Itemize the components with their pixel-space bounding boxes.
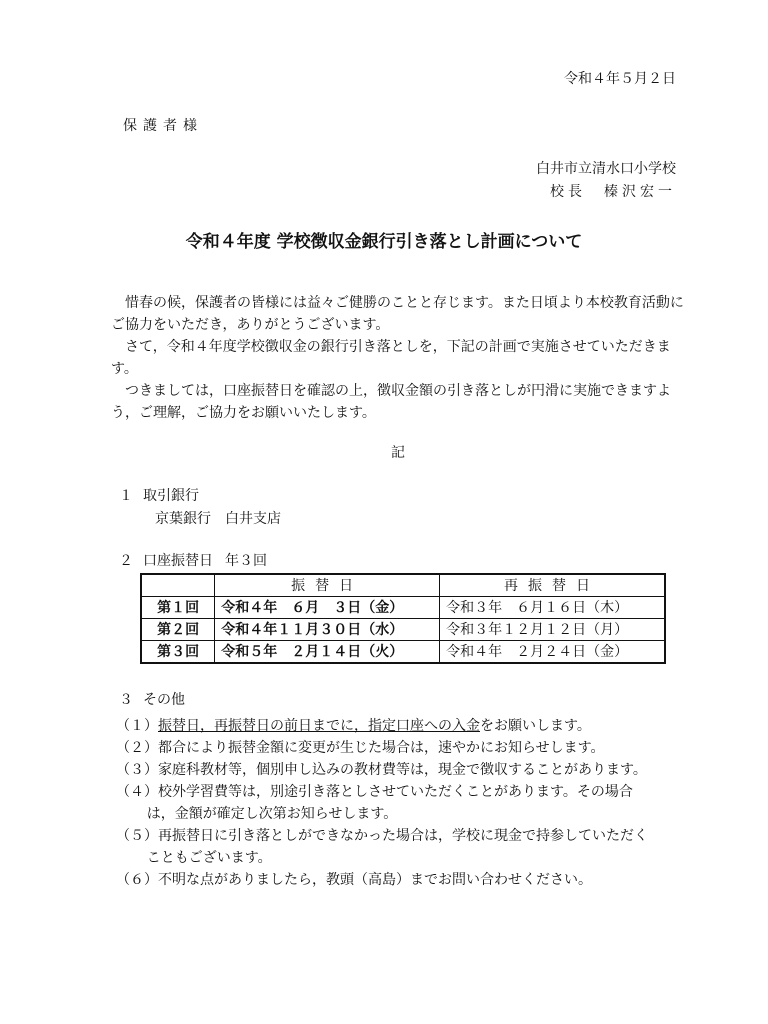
list-item [116,825,706,869]
header-retransfer: 再振替日 [440,574,665,597]
item-label: （３） [116,762,158,778]
retransfer-date-cell: 令和４年 ２月２４日（金） [440,641,665,664]
table-header-row [141,574,665,597]
item-label: （１） [116,718,158,734]
transfer-date-cell: 令和４年 ６月 ３日（金） [215,597,440,619]
item-text: 不明な点がありましたら，教頭（高島）までお問い合わせください。 [158,872,592,888]
body-paragraph: さて，令和４年度学校徴収金の銀行引き落としを，下記の計画で実施させていただきます。 [111,339,671,377]
table-row [141,597,665,619]
addressee: 保護者様 [123,118,203,134]
document-date: 令和４年５月２日 [564,71,676,87]
table-corner-cell [141,574,215,597]
section-2-heading [119,554,267,568]
list-item [116,781,706,825]
transfer-schedule-table [140,573,666,664]
item-text: 校外学習費等は，別途引き落としさせていただくことがあります。その場合 [158,784,633,800]
item-text-underlined: 振替日，再振替日の前日までに，指定口座への入金 [158,718,480,734]
item-label: （６） [116,872,158,888]
section-1-heading [119,489,199,503]
list-item [116,759,706,781]
bank-name: 京葉銀行 白井支店 [155,511,281,527]
round-cell: 第１回 [141,597,215,619]
body-text [111,292,691,424]
item-text-continued: は，金額が確定し次第お知らせします。 [146,806,398,822]
section-number: ３ [119,692,133,708]
section-title: その他 [143,692,185,708]
retransfer-date-cell: 令和３年 ６月１６日（木） [440,597,665,619]
section-number: ２ [119,553,133,569]
transfer-date-cell: 令和４年１１月３０日（水） [215,619,440,641]
section-title: 口座振替日 [143,553,213,569]
section-number: １ [119,488,133,504]
item-label: （５） [116,828,158,844]
item-text: 家庭科教材等，個別申し込みの教材費等は，現金で徴収することがあります。 [158,762,647,778]
round-cell: 第３回 [141,641,215,664]
list-item [116,715,706,737]
table-row [141,619,665,641]
item-text: をお願いします。 [480,718,591,734]
body-paragraph: つきましては，口座振替日を確認の上，徴収金額の引き落としが円滑に実施できますよう，ご理解，ご協力をお願いいたします。 [111,383,671,421]
school-name: 白井市立清水口小学校 [536,161,676,177]
principal-name: 校長 榛沢宏一 [550,184,676,200]
body-paragraph: 惜春の候，保護者の皆様には益々ご健勝のことと存じます。また日頃より本校教育活動にご協力をいただき，ありがとうございます。 [111,295,684,333]
item-label: （２） [116,740,158,756]
item-text: 再振替日に引き落としができなかった場合は，学校に現金で持参していただく [158,828,648,844]
document-title: 令和４年度 学校徴収金銀行引き落とし計画について [185,232,583,252]
retransfer-date-cell: 令和３年１２月１２日（月） [440,619,665,641]
table-row [141,641,665,664]
round-cell: 第２回 [141,619,215,641]
section-title: 取引銀行 [143,488,199,504]
notes-list [116,715,706,891]
item-text: 都合により振替金額に変更が生じた場合は，速やかにお知らせします。 [158,740,605,756]
list-item [116,869,706,891]
transfer-date-cell: 令和５年 ２月１４日（火） [215,641,440,664]
section-3-heading [119,693,185,707]
item-label: （４） [116,784,158,800]
list-item [116,737,706,759]
item-text-continued: こともございます。 [146,850,272,866]
ki-marker: 記 [391,445,405,461]
transfer-count: 年３回 [225,553,267,569]
header-transfer: 振替日 [215,574,440,597]
